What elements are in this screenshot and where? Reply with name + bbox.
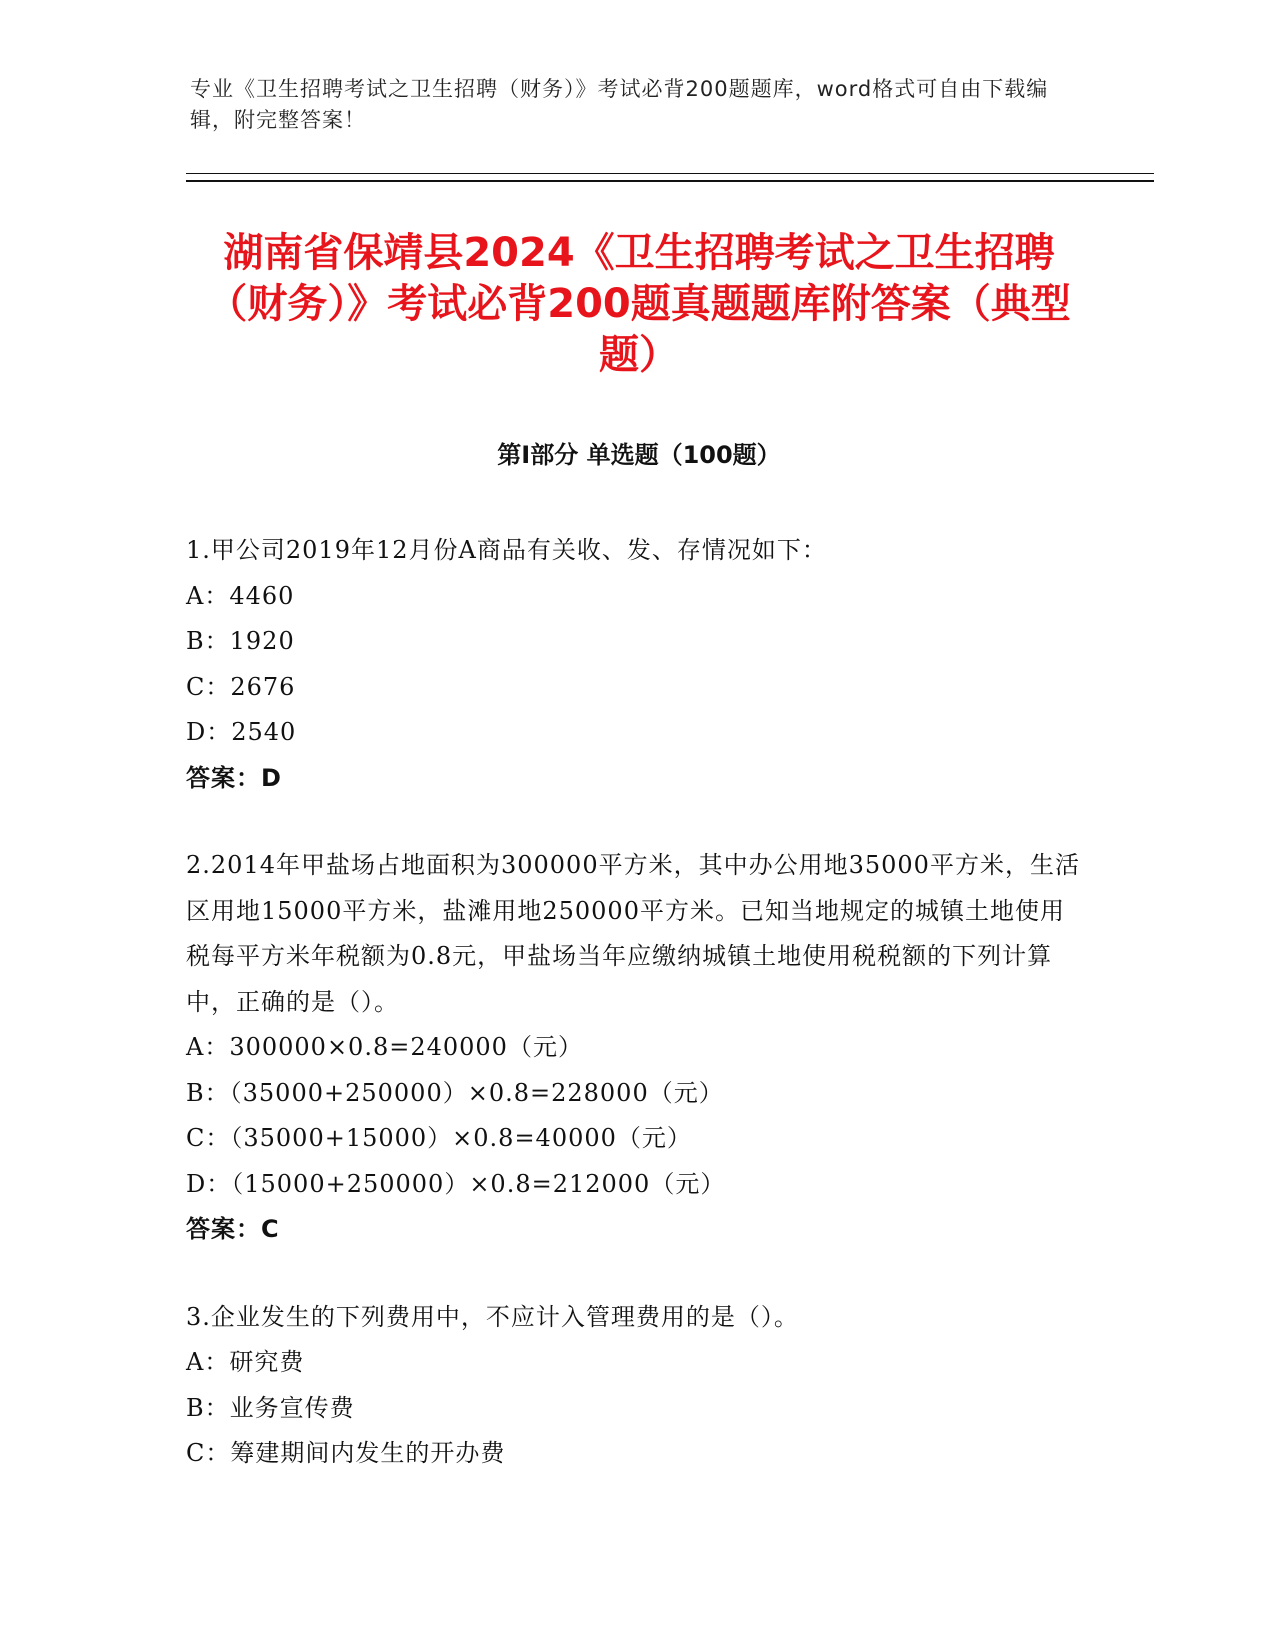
option-c: C：2676 bbox=[186, 672, 296, 701]
section-heading: 第I部分 单选题（100题） bbox=[497, 441, 781, 469]
option-b: B：业务宣传费 bbox=[186, 1393, 355, 1422]
header-rule-thick bbox=[186, 180, 1154, 182]
document-title: 湖南省保靖县2024《卫生招聘考试之卫生招聘（财务）》考试必背200题真题题库附答案（典型题） bbox=[207, 230, 1071, 378]
answer: 答案：C bbox=[186, 1215, 280, 1243]
option-d: D：（15000+250000）×0.8=212000（元） bbox=[186, 1169, 726, 1198]
question-1 bbox=[186, 528, 1086, 801]
option-c: C：（35000+15000）×0.8=40000（元） bbox=[186, 1124, 692, 1152]
question-3 bbox=[186, 1295, 1086, 1477]
question-stem: 3.企业发生的下列费用中，不应计入管理费用的是（）。 bbox=[186, 1302, 799, 1331]
option-a: A：研究费 bbox=[186, 1348, 305, 1376]
option-d: D：2540 bbox=[186, 718, 297, 746]
option-b: B：（35000+250000）×0.8=228000（元） bbox=[186, 1078, 724, 1107]
question-stem: 1.甲公司2019年12月份A商品有关收、发、存情况如下： bbox=[186, 536, 827, 564]
question-list bbox=[186, 528, 1086, 1519]
header-rule-thin bbox=[186, 173, 1154, 174]
option-b: B：1920 bbox=[186, 627, 295, 655]
question-stem: 2.2014年甲盐场占地面积为300000平方米，其中办公用地35000平方米，生活区用地15000平方米，盐滩用地250000平方米。已知当地规定的城镇土地使用税每平方米年税额为0.8元，甲盐场当年应缴纳城镇土地使用税税额的下列计算中，正确的是（）。 bbox=[186, 851, 1080, 1016]
question-2 bbox=[186, 843, 1086, 1253]
answer: 答案：D bbox=[186, 763, 282, 792]
option-c: C：筹建期间内发生的开办费 bbox=[186, 1439, 506, 1467]
header-note: 专业《卫生招聘考试之卫生招聘（财务）》考试必背200题题库，word格式可自由下载编辑，附完整答案！ bbox=[190, 77, 1049, 132]
option-a: A：4460 bbox=[186, 581, 295, 610]
option-a: A：300000×0.8=240000（元） bbox=[186, 1033, 583, 1061]
